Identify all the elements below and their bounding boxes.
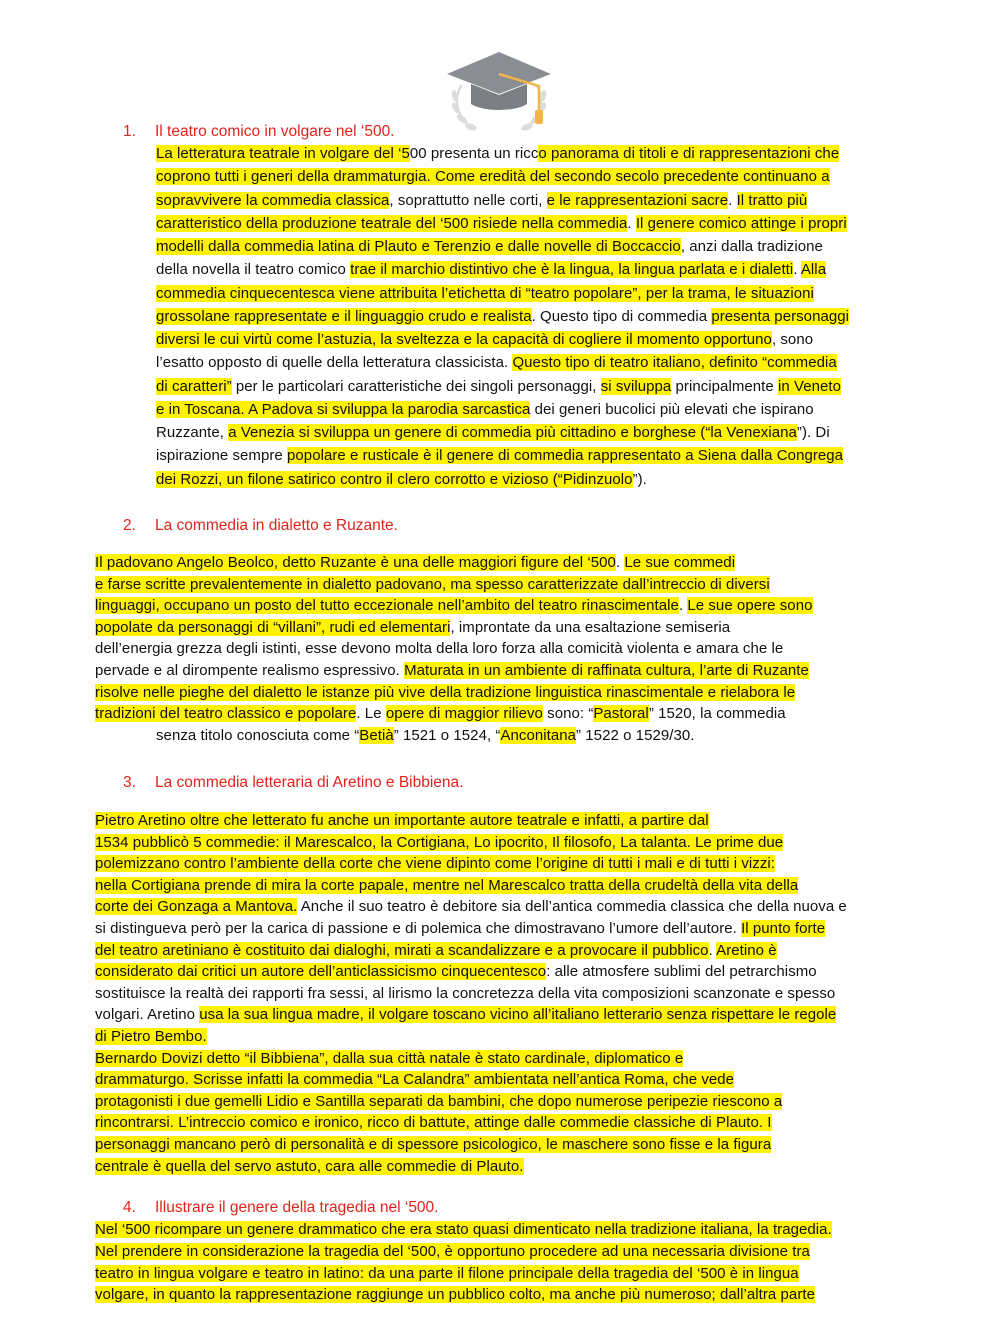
text-segment: l’esatto opposto di quelle della letteratura classicista. [156,354,513,372]
paragraph-line [95,1134,771,1156]
highlighted-text: Le sue commedi [624,554,736,571]
text-segment: si distingueva però per la carica di passione e di polemica che dimostravano l’umore dell’autore. [95,920,742,937]
paragraph-line [95,1263,799,1285]
paragraph-line [156,213,847,235]
paragraph-line [156,469,647,491]
highlighted-text: drammaturgo. Scrisse infatti la commedia “La Calandra” ambientata nell’antica Roma, che vede [95,1071,735,1089]
text-segment: , anzi dalla tradizione [680,238,823,255]
highlighted-text: Bernardo Dovizi detto “il Bibbiena”, dalla sua città natale è stato cardinale, diplomatico e [95,1049,684,1067]
highlighted-text: dei Rozzi, un filone satirico contro il clero corrotto e vizioso (“Pidinzuolo [156,470,633,488]
paragraph-line [95,1069,734,1091]
section-heading [123,515,398,537]
paragraph-line [95,1112,772,1134]
highlighted-text: Alla [800,261,827,279]
section-title: Il teatro comico in volgare nel ‘500. [155,123,395,140]
highlighted-text: polemizzano contro l’ambiente della corte che viene dipinto come l’origine di tutti i mali e di tutti i vizzi: [95,855,775,873]
highlighted-text: e le rappresentazioni sacre [546,191,729,209]
highlighted-text: Il padovano Angelo Beolco, detto Ruzante è una delle maggiori figure del ‘500 [95,554,616,571]
highlighted-text: Il punto forte [741,920,826,937]
highlighted-text: presenta personaggi [711,307,850,325]
text-segment: . [627,214,636,232]
paragraph-line [156,422,830,444]
text-segment: ”). Di [796,424,830,441]
paragraph-line [95,1091,782,1113]
paragraph-line [156,236,823,258]
highlighted-text: Maturata in un ambiente di raffinata cultura, l’arte di Ruzante [404,662,809,679]
text-segment: dell’energia grezza degli istinti, esse devono molta della loro forza alla comicità violenta e amara che le [95,640,784,658]
text-segment: volgari. Aretino [95,1006,200,1024]
paragraph-line [156,329,813,351]
highlighted-text: Pietro Aretino oltre che letterato fu anche un importante autore teatrale e infatti, a partire dal [95,812,709,829]
text-segment: , sono [771,331,814,348]
section-number: 3. [123,774,136,791]
paragraph-line [95,961,817,983]
highlighted-text: e in Toscana. A Padova si sviluppa la parodia sarcastica [156,400,531,418]
paragraph-line [156,399,814,421]
text-segment: ” 1522 o 1529/30. [576,726,695,744]
section-title: La commedia letteraria di Aretino e Bibbiena. [155,774,464,791]
text-segment: Ruzzante, [156,424,229,441]
paragraph-line [95,1241,810,1263]
highlighted-text: a Venezia si sviluppa un genere di commedia più cittadino e borghese (“la Venexiana [228,424,797,441]
section-number: 2. [123,517,136,534]
highlighted-text: risolve nelle pieghe del dialetto le istanze più vive della tradizione linguistica rinascimentale e rielabora le [95,683,796,701]
highlighted-text: sopravvivere la commedia classica [156,191,390,209]
highlighted-text: modelli dalla commedia latina di Plauto e Terenzio e dalle novelle di Boccaccio [156,238,681,255]
highlighted-text: centrale è quella del servo astuto, cara alle commedie di Plauto. [95,1157,524,1175]
highlighted-text: diversi le cui virtù come l’astuzia, la sveltezza e la capacità di cogliere il momento opportuno [156,331,772,348]
highlighted-text: corte dei Gonzaga a Mantova. [95,898,298,916]
paragraph-line [156,445,843,467]
paragraph-line [95,918,825,940]
highlighted-text: opere di maggior rilievo [385,705,543,723]
text-segment: : alle atmosfere sublimi del petrarchismo [546,963,817,981]
text-segment: . Le [356,705,386,723]
highlighted-text: coprono tutti i generi della drammaturgia. Come eredità del secondo secolo precedente continuano a [156,168,830,186]
paragraph-line [95,1156,524,1178]
text-segment: ”). [632,470,647,488]
text-segment: pervade e al dirompente realismo espressivo. [95,662,405,679]
paragraph-line [95,1026,207,1048]
highlighted-text: popolate da personaggi di “villani”, rudi ed elementari [95,618,451,636]
text-segment: ” 1521 o 1524, “ [393,726,501,744]
highlighted-text: La letteratura teatrale in volgare del ‘5 [156,145,410,162]
paragraph-line [156,352,837,374]
paragraph-line [156,259,826,281]
paragraph-line [95,896,847,918]
highlighted-text: personaggi mancano però di personalità e di spessore psicologico, le maschere sono fisse e la figura [95,1136,772,1153]
highlighted-text: del teatro aretiniano è costituito dai dialoghi, mirati a scandalizzare e a provocare il pubblico [95,941,709,959]
text-segment: sostituisce la realtà dei rapporti fra sessi, al lirismo la concretezza della vita composizioni scanzonate e spesso [95,984,836,1002]
paragraph-line [95,617,730,639]
highlighted-text: linguaggi, occupano un posto del tutto eccezionale nell’ambito del teatro rinascimentale [95,597,679,615]
highlighted-text: di caratteri” [156,377,232,395]
section-number: 1. [123,123,136,140]
paragraph-line [95,810,709,832]
highlighted-text: usa la sua lingua madre, il volgare toscano vicino all’italiano letterario senza rispettare le regole [199,1006,837,1024]
highlighted-text: Il tratto più [736,191,808,209]
text-segment: . Questo tipo di commedia [531,307,712,325]
text-segment: 00 presenta un ricc [409,145,539,162]
highlighted-text: Anconitana [500,726,577,744]
highlighted-text: nella Cortigiana prende di mira la corte papale, mentre nel Marescalco tratta della crudeltà della vita della [95,876,799,894]
section-title: Illustrare il genere della tragedia nel ‘500. [155,1199,439,1216]
paragraph-line [95,875,798,897]
paragraph-line [95,574,770,596]
highlighted-text: Betià [359,726,394,744]
highlighted-text: volgare, in quanto la rappresentazione raggiunge un pubblico colto, ma anche più numeroso; dall’altra parte [95,1286,815,1304]
paragraph-line [156,166,830,188]
highlighted-text: tradizioni del teatro classico e popolare [95,705,357,723]
highlighted-text: Nel ‘500 ricompare un genere drammatico che era stato quasi dimenticato nella tradizione italiana, la tragedia. [95,1221,832,1238]
section-heading [123,772,463,794]
highlighted-text: si sviluppa [600,377,672,395]
paragraph-line [95,1004,836,1026]
paragraph-line [95,832,783,854]
text-segment: ispirazione sempre [156,447,288,465]
paragraph-line [156,190,807,212]
paragraph-line [95,1048,683,1070]
text-segment: . [793,261,801,279]
section-number: 4. [123,1199,136,1216]
highlighted-text: rincontrarsi. L’intreccio comico e ironico, ricco di battute, attinge dalle commedie classiche di Plauto. I [95,1114,772,1132]
text-segment: . [708,941,717,959]
text-segment: principalmente [671,377,778,395]
highlighted-text: considerato dai critici un autore dell’anticlassicismo cinquecentesco [95,963,547,981]
paragraph-line [156,143,839,165]
text-segment: senza titolo conosciuta come “ [156,726,360,744]
text-segment: della novella il teatro comico [156,261,351,279]
highlighted-text: in Veneto [777,377,841,395]
highlighted-text: caratteristico della produzione teatrale del ‘500 risiede nella commedia [156,214,628,232]
paragraph-line [95,1219,832,1241]
highlighted-text: Pastoral [593,705,649,723]
graduation-cap-laurel-icon [443,48,555,136]
paragraph-line [95,682,795,704]
section-heading [123,1197,438,1219]
highlighted-text: trae il marchio distintivo che è la lingua, la lingua parlata e i dialetti [350,261,794,279]
highlighted-text: Il genere comico attinge i propri [635,214,847,232]
highlighted-text: di Pietro Bembo. [95,1028,207,1045]
text-segment: dei generi bucolici più elevati che ispirano [530,400,814,418]
paragraph-line [95,983,835,1005]
highlighted-text: Aretino è [716,941,777,959]
paragraph-line [156,725,694,747]
text-segment: . [615,554,625,571]
paragraph-line [95,638,783,660]
highlighted-text: 1534 pubblicò 5 commedie: il Marescalco, la Cortigiana, Lo ipocrito, Il filosofo, La talanta. Le prime due [95,833,784,851]
highlighted-text: teatro in lingua volgare e teatro in latino: da una parte il filone principale della tragedia del ‘500 è in lingua [95,1264,799,1282]
highlighted-text: popolare e rusticale è il genere di commedia rappresentato a Siena dalla Congrega [287,447,844,465]
text-segment: Anche il suo teatro è debitore sia dell’antica commedia classica che della nuova e [297,898,847,916]
paragraph-line [156,376,841,398]
text-segment: per le particolari caratteristiche dei singoli personaggi, [231,377,601,395]
highlighted-text: commedia cinquecentesca viene attribuita l’etichetta di “teatro popolare”, per la trama, le situazioni [156,284,814,302]
highlighted-text: Le sue opere sono [687,597,813,615]
paragraph-line [156,306,849,328]
section-title: La commedia in dialetto e Ruzante. [155,517,398,534]
highlighted-text: e farse scritte prevalentemente in dialetto padovano, ma spesso caratterizzate dall’intreccio di diversi [95,575,770,593]
paragraph-line [95,1284,815,1306]
highlighted-text: Questo tipo di teatro italiano, definito “commedia [512,354,837,372]
text-segment: ” 1520, la commedia [648,705,786,723]
section-heading [123,121,395,143]
paragraph-line [95,940,777,962]
highlighted-text: protagonisti i due gemelli Lidio e Santilla separati da bambini, che dopo numerose peripezie riescono a [95,1092,783,1110]
text-segment: sono: “ [542,705,594,723]
highlighted-text: grossolane rappresentate e il linguaggio crudo e realista [156,307,532,325]
paragraph-line [156,283,814,305]
highlighted-text: Nel prendere in considerazione la tragedia del ‘500, è opportuno procedere ad una necessaria divisione tra [95,1242,810,1260]
paragraph-line [95,703,786,725]
text-segment: . [728,191,737,209]
paragraph-line [95,552,735,574]
paragraph-line [95,853,775,875]
paragraph-line [95,660,809,682]
highlighted-text: o panorama di titoli e di rappresentazioni che [538,145,840,162]
text-segment: . [678,597,688,615]
text-segment: , soprattutto nelle corti, [389,191,547,209]
paragraph-line [95,595,813,617]
text-segment: , improntate da una esaltazione semiseria [450,618,731,636]
